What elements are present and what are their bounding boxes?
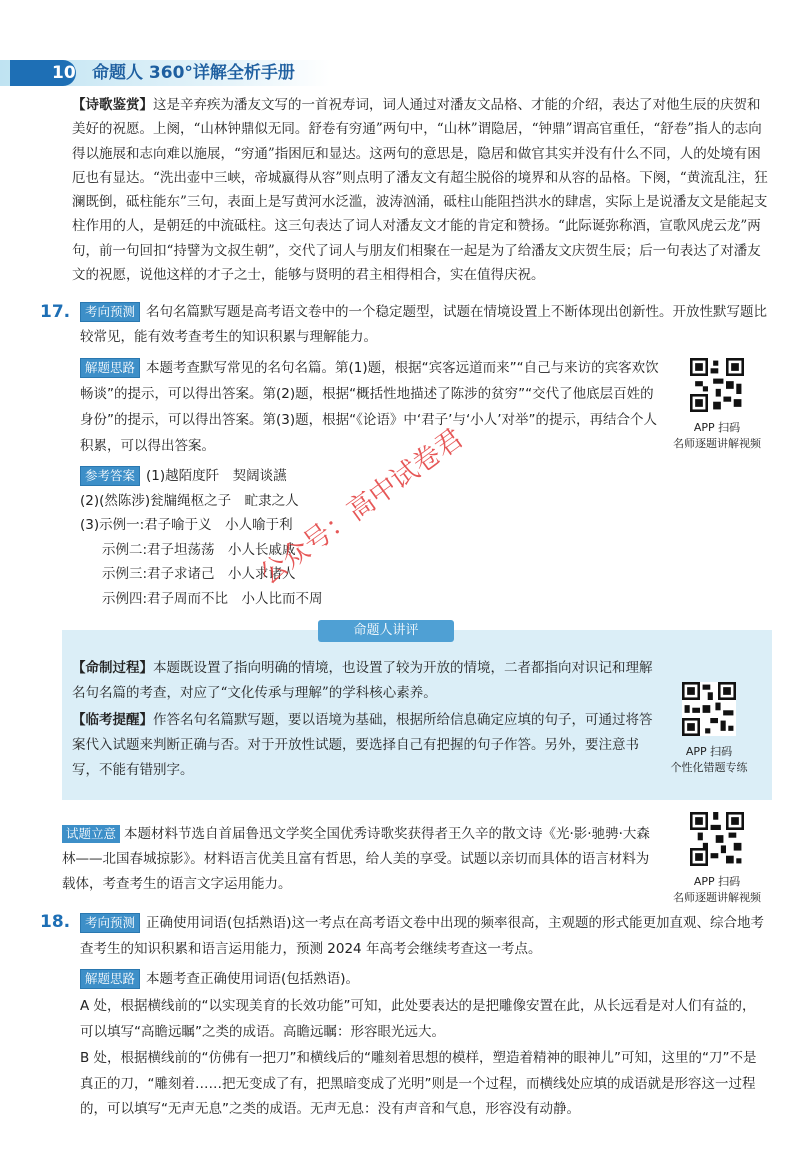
q17-answer-6: 示例四:君子周而不比 小人比而不周 (102, 590, 323, 607)
q17-answer-3: (3)示例一:君子喻于义 小人喻于利 (80, 517, 293, 533)
q17-approach-text: 本题考查默写常见的名句名篇。第(1)题，根据“宾客远道而来”“自己与来访的宾客欢饮畅谈”的提示，可以得出答案。第(2)题，根据“概括性地描述了陈涉的贫穷”“交代了他底层百姓的身份”的提示，可以得出答案。第(3)题，根据“《论语》中‘君子’与‘小人’对举”的提示，再结合个人积累，可以得出答案。 (80, 360, 659, 454)
q17-forecast-text: 名句名篇默写题是高考语文卷中的一个稳定题型，试题在情境设置上不断体现出创新性。开放性默写题比较常见，能有效考查考生的知识积累与理解能力。 (80, 304, 768, 345)
q17-answer-tag: 参考答案 (80, 466, 140, 486)
commentary-tab: 命题人讲评 (318, 620, 454, 642)
page-header (0, 54, 800, 88)
commentary-qr-caption-1: APP 扫码 (685, 745, 733, 758)
q18-approach-text: 本题考查正确使用词语(包括熟语)。 (146, 971, 360, 987)
commentary-tips (72, 708, 662, 783)
intent-tag: 试题立意 (62, 825, 120, 843)
q18-para-a: A 处，根据横线前的“以实现美育的长效功能”可知，此处要表达的是把雕像安置在此，从长远看是对人们有益的，可以填写“高瞻远瞩”之类的成语。高瞻远瞩：形容眼光远大。 (80, 998, 756, 1040)
intent-text: 本题材料节选自首届鲁迅文学奖全国优秀诗歌奖获得者王久辛的散文诗《光·影·驰骋·大森林——北国春城掠影》。材料语言优美且富有哲思，给人美的享受。试题以亲切而具体的语言材料为载体，考查考生的语言文字运用能力。 (62, 826, 650, 892)
intent-qr-caption-1: APP 扫码 (693, 875, 741, 888)
qr-code-icon[interactable] (690, 812, 744, 866)
q17-answer-5: 示例三:君子求诸己 小人求诸人 (102, 566, 296, 582)
commentary-process (72, 656, 662, 706)
intent-section (62, 822, 662, 897)
q17-qr-caption-2: 名师逐题讲解视频 (673, 437, 761, 450)
question-17-number: 17. (40, 302, 71, 322)
qr-code-icon[interactable] (690, 358, 744, 412)
q17-answer-1: (1)越陌度阡 契阔谈讌 (146, 468, 287, 484)
question-18-number: 18. (40, 912, 71, 932)
q17-answer-2: (2)(然陈涉)瓮牖绳枢之子 甿隶之人 (80, 492, 299, 509)
commentary-process-label: 【命制过程】 (72, 660, 153, 676)
q18-forecast (80, 910, 768, 962)
intent-qr-caption-2: 名师逐题讲解视频 (673, 891, 761, 904)
poem-appreciation (72, 93, 768, 287)
poem-appreciation-text: 这是辛弃疾为潘友文写的一首祝寿词，词人通过对潘友文品格、才能的介绍，表达了对他生辰的庆贺和美好的祝愿。上阕，“山林钟鼎似无同。舒卷有穷通”两句中，“山林”谓隐居，“钟鼎”谓高官重任，“舒卷”指人的志向得以施展和志向难以施展，“穷通”指困厄和显达。这两句的意思是，隐居和做官其实并没有什么不同，人的处境有困厄也有显达。“洗出壶中三峡，帝城嬴得从容”则点明了潘友文有超尘脱俗的境界和从容的品格。下阕，“黄流乱注，狂澜既倒，砥柱能东”三句，表面上是写黄河水泛滥，波涛汹涌，砥柱山能阻挡洪水的肆虐，实际上是说潘友文是能起支柱作用的人，是朝廷的中流砥柱。这三句表达了词人对潘友文才能的肯定和赞扬。“此际诞弥称酒，宣歌风虎云龙”两句，前一句回扣“持譬为文叔生朝”，交代了词人与朋友们相聚在一起是为了给潘友文庆贺生辰；后一句表达了对潘友文的祝愿，说他这样的才子之士，能够与贤明的君主相得相合，实在值得庆祝。 (72, 97, 768, 284)
q17-forecast-tag: 考向预测 (80, 302, 140, 322)
q18-para-b: B 处，根据横线前的“仿佛有一把刀”和横线后的“雕刻着思想的模样，塑造着精神的眼神儿”可知，这里的“刀”不是真正的刀，“雕刻着……把无变成了有，把黑暗变成了光明”则是一个过程，而横线处应填的成语就是形容这一过程的，可以填写“无声无息”之类的成语。无声无息：没有声音和气息，形容没有动静。 (80, 1050, 757, 1117)
commentary-qr-block[interactable] (654, 682, 764, 775)
qr-code-icon[interactable] (682, 682, 736, 736)
q17-qr-block[interactable] (662, 358, 772, 451)
intent-qr-block[interactable] (662, 812, 772, 905)
q18-approach (80, 966, 768, 992)
q17-qr-caption-1: APP 扫码 (693, 421, 741, 434)
q18-forecast-tag: 考向预测 (80, 913, 140, 933)
page-number: 10 (10, 60, 76, 86)
q17-forecast (80, 300, 768, 350)
book-title: 命题人 360°详解全析手册 (92, 63, 295, 83)
q17-approach (80, 355, 660, 459)
q17-approach-tag: 解题思路 (80, 358, 140, 378)
commentary-qr-caption-2: 个性化错题专练 (670, 761, 748, 774)
q18-approach-tag: 解题思路 (80, 969, 140, 989)
watermark: 公众号：高中试卷君 (254, 422, 469, 591)
commentary-tips-label: 【临考提醒】 (72, 712, 153, 728)
poem-appreciation-label: 【诗歌鉴赏】 (72, 97, 153, 113)
commentary-tips-text: 作答名句名篇默写题，要以语境为基础，根据所给信息确定应填的句子，可通过将答案代入试题来判断正确与否。对于开放性试题，要选择自己有把握的句子作答。另外，要注意书写，不能有错别字。 (72, 712, 653, 778)
q18-forecast-text: 正确使用词语(包括熟语)这一考点在高考语文卷中出现的频率很高，主观题的形式能更加直观、综合地考查考生的知识积累和语言运用能力，预测 2024 年高考会继续考查这一考点。 (80, 915, 765, 957)
q17-answer-4: 示例二:君子坦荡荡 小人长戚戚 (102, 541, 296, 558)
commentary-process-text: 本题既设置了指向明确的情境，也设置了较为开放的情境，二者都指向对识记和理解名句名篇的考查，对应了“文化传承与理解”的学科核心素养。 (72, 660, 653, 701)
